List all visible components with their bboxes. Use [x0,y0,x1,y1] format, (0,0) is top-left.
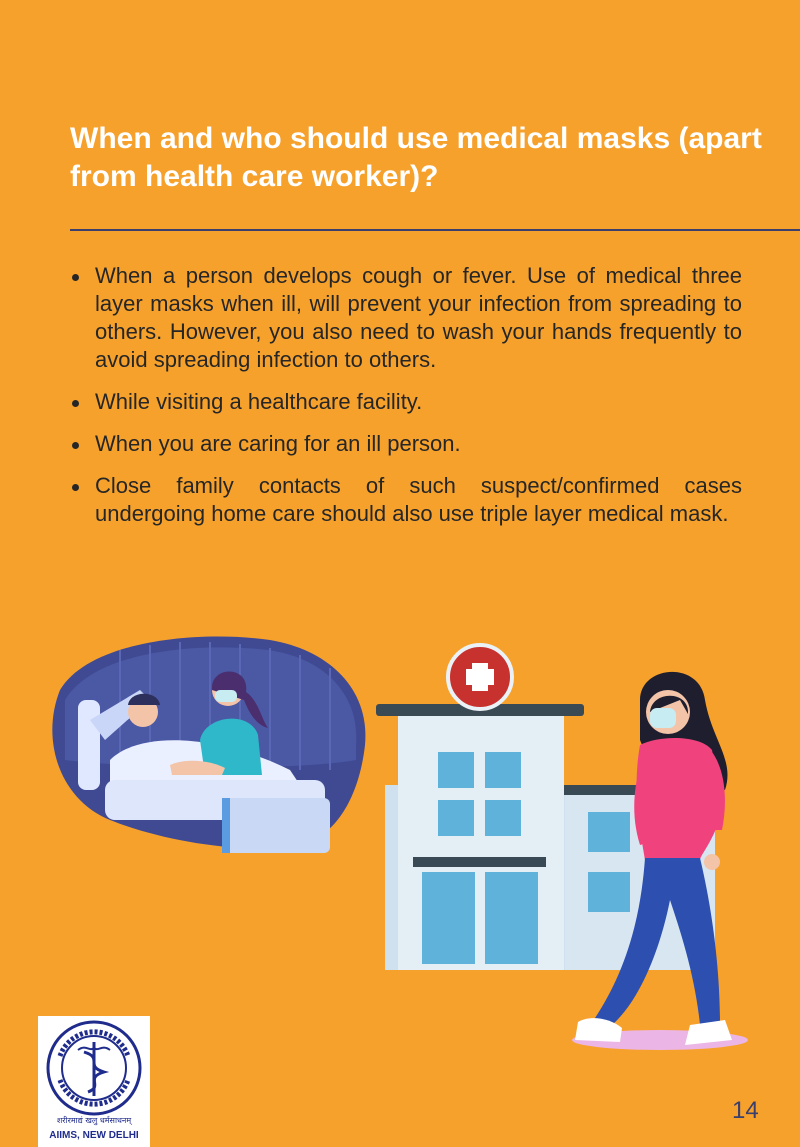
page-number: 14 [732,1097,759,1124]
list-item [70,472,742,528]
aiims-seal-icon [38,1016,150,1128]
bullet-text: While visiting a healthcare facility. [95,389,423,414]
bullet-list [70,262,742,542]
patient-care-illustration [52,637,365,853]
bullet-text: When you are caring for an ill person. [95,431,461,456]
logo-caption: AIIMS, NEW DELHI [49,1130,139,1141]
list-item [70,430,742,458]
bullet-text: Close family contacts of such suspect/confirmed cases undergoing home care should also use triple layer medical mask. [95,473,742,526]
page-title: When and who should use medical masks (apart from health care worker)? [70,122,762,193]
bullet-icon [72,400,79,407]
list-item [70,388,742,416]
aiims-logo [38,1016,150,1147]
bullet-icon [72,442,79,449]
illustration-area [0,620,800,1070]
bullet-text: When a person develops cough or fever. Use of medical three layer masks when ill, will prevent your infection from spreading to others. However, you also need to wash your hands frequently to avoid spreading infection to others. [95,263,742,372]
svg-text:शरीरमाद्यं खलु धर्मसाधनम्: शरीरमाद्यं खलु धर्मसाधनम् [56,1116,132,1125]
list-item [70,262,742,374]
bullet-icon [72,484,79,491]
title-divider [70,229,800,231]
bullet-icon [72,274,79,281]
